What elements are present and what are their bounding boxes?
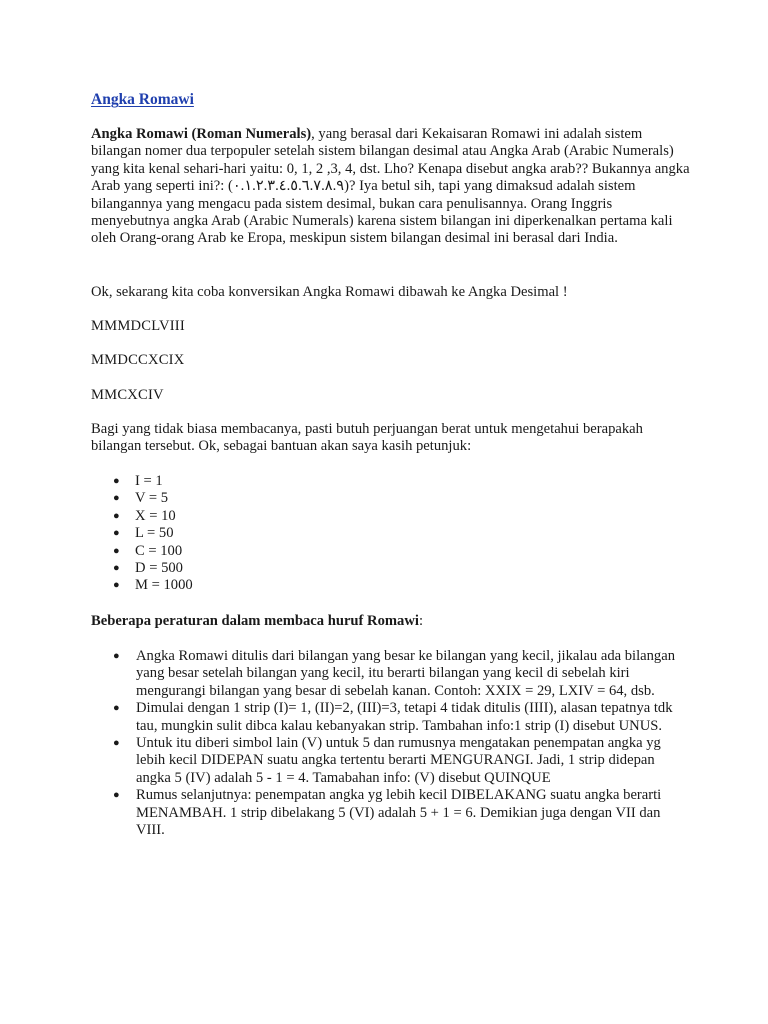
symbol-list — [91, 473, 193, 595]
rules-heading-suffix: : — [418, 613, 424, 629]
symbol-text: V = 5 — [135, 490, 169, 507]
bullet-icon: ● — [113, 509, 120, 522]
symbol-text: X = 10 — [135, 507, 176, 524]
rules-heading — [91, 613, 691, 630]
list-item — [91, 735, 691, 787]
rule-text: Untuk itu diberi simbol lain (V) untuk 5 dan rumusnya mengatakan penempatan angka yg lebih kecil DIDEPAN suatu angka tertentu berarti MENGURANGI. Jadi, 1 strip didepan angka 5 (IV) adalah 5 - 1 = 4. Tamabahan info: (V) disebut QUINQUE — [136, 735, 661, 786]
page-title-link[interactable]: Angka Romawi — [91, 91, 194, 108]
rules-heading-bold: Beberapa peraturan dalam membaca huruf Romawi — [91, 613, 419, 629]
bullet-icon: ● — [113, 527, 120, 540]
intro-text: , yang berasal dari Kekaisaran Romawi ini adalah sistem bilangan nomer dua terpopuler setelah sistem bilangan desimal atau Angka Arab (Arabic Numerals) yang kita kenal sehari-hari yaitu: 0, 1, 2 ,3, 4, dst. Lho? Kenapa disebut angka arab?? Bukannya angka Arab yang seperti ini?: (٠.١.٢.٣.٤.٥.٦.٧.٨.٩)? Iya betul sih, tapi yang dimaksud adalah sistem bilangannya yang mengacu pada sistem desimal, bukan cara penulisannya. Orang Inggris menyebutnya angka Arab (Arabic Numerals) karena sistem bilangan ini diperkenalkan pertama kali oleh Orang-orang Arab ke Eropa, meskipun sistem bilangan desimal ini berasal dari India. — [91, 126, 690, 247]
list-item — [91, 787, 691, 839]
intro-paragraph — [91, 126, 691, 248]
symbol-text: M = 1000 — [135, 577, 193, 594]
roman-numeral-1: MMMDCLVIII — [91, 318, 185, 334]
list-item — [91, 508, 193, 525]
symbol-text: C = 100 — [135, 542, 183, 559]
symbol-text: D = 500 — [135, 560, 183, 577]
bullet-icon: ● — [113, 789, 120, 802]
symbol-text: I = 1 — [135, 473, 163, 489]
bullet-icon: ● — [113, 562, 120, 575]
bullet-icon: ● — [113, 475, 120, 487]
rules-list — [91, 648, 691, 839]
bullet-icon: ● — [113, 702, 120, 715]
bullet-icon: ● — [113, 737, 120, 750]
list-item — [91, 490, 193, 507]
rule-text: Angka Romawi ditulis dari bilangan yang besar ke bilangan yang kecil, jikalau ada bilangan yang besar setelah bilangan yang kecil, itu berarti bilangan yang kecil di sebelah kiri mengurangi bilangan yang besar di sebelah kanan. Contoh: XXIX = 29, LXIV = 64, dsb. — [136, 648, 675, 699]
bullet-icon: ● — [113, 650, 120, 662]
bullet-icon: ● — [113, 544, 120, 557]
rule-text: Dimulai dengan 1 strip (I)= 1, (II)=2, (III)=3, tetapi 4 tidak ditulis (IIII), alasan tepatnya tdk tau, mungkin sulit dibca kalau kebanyakan strip. Tambahan info:1 strip (I) disebut UNUS. — [136, 700, 673, 734]
list-item — [91, 560, 193, 577]
rule-text: Rumus selanjutnya: penempatan angka yg lebih kecil DIBELAKANG suatu angka berarti MENAMBAH. 1 strip dibelakang 5 (VI) adalah 5 + 1 = 6. Demikian juga dengan VII dan VIII. — [136, 787, 662, 839]
list-item — [91, 473, 193, 490]
symbol-text: L = 50 — [135, 525, 174, 542]
hint-intro-paragraph: Bagi yang tidak biasa membacanya, pasti butuh perjuangan berat untuk mengetahui berapakah bilangan tersebut. Ok, sebagai bantuan akan saya kasih petunjuk: — [91, 421, 643, 455]
list-item — [91, 543, 193, 560]
convert-intro-paragraph: Ok, sekarang kita coba konversikan Angka Romawi dibawah ke Angka Desimal ! — [91, 284, 568, 300]
bullet-icon: ● — [113, 492, 120, 505]
roman-numeral-2: MMDCCXCIX — [91, 352, 185, 368]
list-item — [91, 648, 691, 700]
list-item — [91, 700, 691, 735]
list-item — [91, 525, 193, 542]
roman-numeral-3: MMCXCIV — [91, 387, 164, 403]
bullet-icon: ● — [113, 579, 120, 592]
list-item — [91, 577, 193, 594]
intro-bold-term: Angka Romawi (Roman Numerals) — [91, 126, 312, 142]
